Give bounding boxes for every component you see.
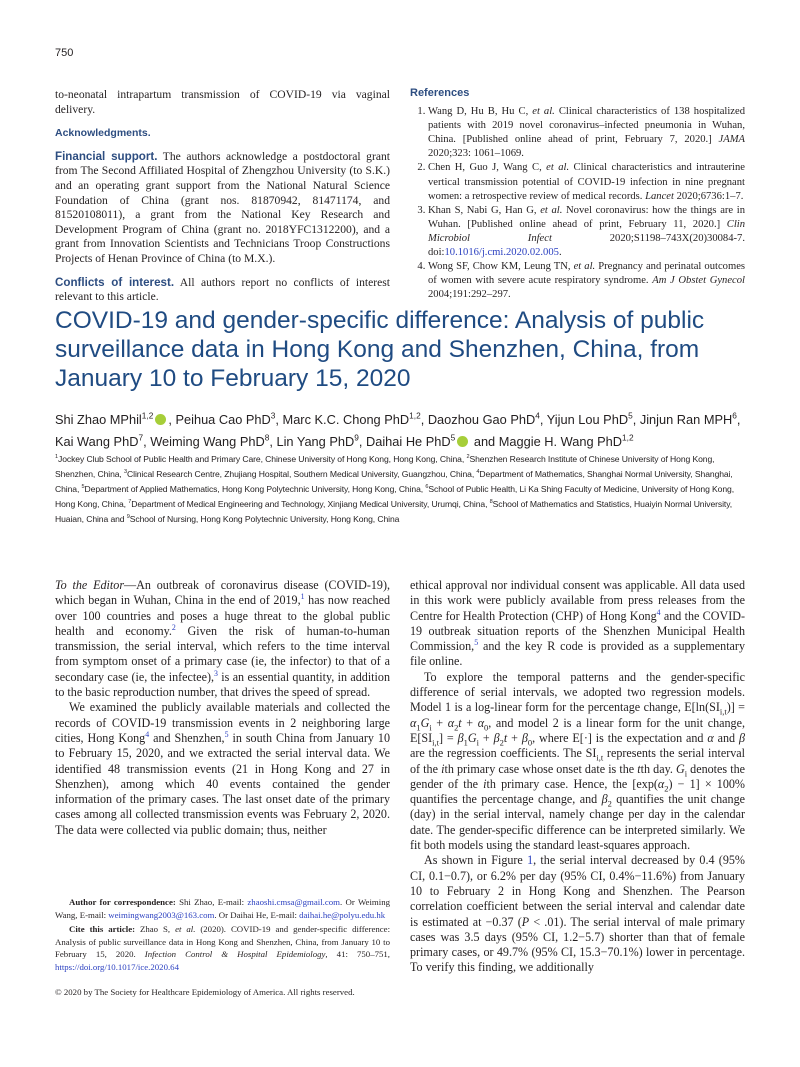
- text-run: 2004;191:292–297.: [428, 289, 511, 301]
- text-run: Lancet: [645, 190, 674, 202]
- body-paragraph: [410, 853, 745, 975]
- text-run: , and model 2 is a linear form for the unit change, E[SI: [410, 715, 745, 745]
- text-run: . Or Daihai He, E-mail:: [214, 909, 300, 920]
- text-run: i: [476, 737, 479, 748]
- reference-item: [428, 260, 745, 302]
- body-paragraph: [55, 700, 390, 838]
- references-section: [410, 86, 745, 302]
- text-run: Clinical characteristics of 138 hospitalized patients with 2019 novel coronavirus–infected pneumonia in Wuhan, China. [Published online ahead of print, February 7, 2020.]: [428, 106, 745, 146]
- text-run: 7: [128, 499, 132, 506]
- text-run: and: [713, 730, 739, 745]
- text-run: We examined the publicly available materials and collected the records of COVID-19 transmission events in 2 neighboring large cities, Hong Kong: [55, 700, 390, 745]
- text-run: , Weiming Wang PhD: [143, 434, 265, 449]
- text-run: β: [521, 730, 528, 745]
- text-run: , where E[·] is the expectation and: [532, 730, 708, 745]
- text-run: 6: [732, 410, 737, 421]
- text-run: 3: [270, 410, 276, 421]
- text-run: 8: [489, 499, 493, 506]
- author-list: [55, 409, 755, 453]
- text-run: (2020). COVID-19 and gender-specific difference: Analysis of public surveillance data in Hong Kong and Shenzhen, China, from January 10 to February 15, 2020.: [55, 924, 391, 960]
- text-run: 1: [416, 722, 421, 733]
- text-run: th primary case whose onset date is the: [444, 761, 638, 776]
- text-run: ) − 1] × 100% quantifies the percentage change, and: [410, 776, 745, 807]
- link[interactable]: https://doi.org/10.1017/ice.2020.64: [55, 961, 179, 972]
- text-run: β: [493, 730, 500, 745]
- body-left-column: [55, 578, 390, 838]
- text-run: Wang D, Hu B, Hu C,: [428, 106, 533, 118]
- copyright: © 2020 by The Society for Healthcare Epidemiology of America. All rights reserved.: [55, 986, 355, 997]
- text-run: Department of Mathematics, Shanghai Normal University, Shanghai, China,: [55, 469, 733, 494]
- conflicts-of-interest: [55, 276, 390, 305]
- link[interactable]: 2: [171, 622, 176, 632]
- text-run: 9: [354, 432, 359, 443]
- text-run: α: [447, 715, 455, 730]
- text-run: 2020;6736:1–7.: [673, 190, 744, 202]
- text-run: t: [637, 761, 641, 776]
- citation-note: [55, 923, 390, 973]
- text-run: et al.: [532, 106, 555, 118]
- body-paragraph: [410, 670, 745, 854]
- text-run: +: [431, 715, 448, 730]
- text-run: Shi Zhao MPhil: [55, 412, 142, 427]
- text-run: 5: [628, 410, 633, 421]
- text-run: .: [558, 247, 562, 259]
- text-run: , Lin Yang PhD: [269, 434, 355, 449]
- text-run: Jockey Club School of Public Health and Primary Care, Chinese University of Hong Kong, Hong Kong, China,: [58, 454, 467, 464]
- references-list: [410, 105, 745, 302]
- text-run: Wong SF, Chow KM, Leung TN,: [428, 261, 574, 273]
- text-run: Shi Zhao, E-mail:: [175, 897, 248, 907]
- text-run: 0: [484, 722, 489, 733]
- affiliations: [55, 452, 755, 527]
- text-run: The authors acknowledge a postdoctoral grant from The Second Affiliated Hospital of Zhengzhou University (to S.K.) and an operating grant support from the National Natural Science Foundation of China (grant nos. 81870942, 81471174, and 81520108011), a grant from the National Key Research and Development Program of China (grant no. 2018YFC1312200), and a grant from Innovation Scientists and Technicians Troop Constructions Projects of Henan Province of China (to M.X.).: [55, 149, 390, 265]
- correspondence-note: [55, 896, 390, 921]
- text-run: , Daozhou Gao PhD: [420, 412, 536, 427]
- text-run: School of Public Health, Li Ka Shing Faculty of Medicine, University of Hong Kong, Hong Kong, China,: [55, 484, 735, 509]
- text-run: denotes the gender of the: [410, 761, 746, 791]
- text-run: β: [457, 730, 464, 745]
- link[interactable]: weimingwang2003@163.com: [108, 909, 215, 920]
- text-run: To the Editor: [55, 578, 125, 592]
- text-run: and Maggie H. Wang PhD: [470, 434, 623, 449]
- text-run: Author for correspondence:: [69, 897, 176, 907]
- article-title: COVID-19 and gender-specific difference: Analysis of public surveillance data in Hong Kong and Shenzhen, China, from January 10 to February 15, 2020: [55, 307, 705, 392]
- link[interactable]: 4: [145, 729, 150, 739]
- text-run: α: [410, 715, 417, 730]
- text-run: i: [429, 722, 432, 733]
- continuation-text: [55, 88, 390, 117]
- text-run: t: [458, 715, 462, 730]
- text-run: 9: [126, 514, 130, 521]
- text-run: , Peihua Cao PhD: [168, 412, 271, 427]
- text-run: 1,2: [622, 432, 634, 443]
- text-run: 2: [607, 798, 612, 809]
- text-run: , Kai Wang PhD: [55, 412, 741, 449]
- text-run: 5: [450, 432, 456, 443]
- text-run: 2: [454, 722, 459, 733]
- text-run: are the regression coefficients. The SI: [410, 746, 597, 761]
- text-run: , Daihai He PhD: [358, 434, 451, 449]
- text-run: 2: [499, 737, 504, 748]
- text-run: , Jinjun Ran MPH: [632, 412, 733, 427]
- footnotes: [55, 896, 390, 998]
- body-paragraph: [55, 578, 390, 700]
- text-run: School of Nursing, Hong Kong Polytechnic University, Hong Kong, China: [129, 514, 400, 524]
- link[interactable]: 1: [527, 853, 534, 868]
- text-run: . Or Weiming Wang, E-mail:: [55, 897, 390, 920]
- page-number: 750: [55, 47, 74, 59]
- text-run: Clin Microbiol Infect: [428, 218, 745, 244]
- link[interactable]: 1: [300, 592, 305, 602]
- text-run: Am J Obstet Gynecol: [652, 275, 745, 287]
- link[interactable]: 3: [214, 668, 218, 678]
- text-run: ethical approval nor individual consent was applicable. All data used in this work were publicly available from press releases from the Centre for Health Protection (CHP) of Hong Kong: [410, 578, 745, 623]
- reference-item: [428, 204, 745, 260]
- text-run: Novel coronavirus: how the things are in Wuhan. [Published online ahead of print, February 11, 2020.]: [428, 204, 746, 230]
- text-run: 1: [55, 454, 59, 461]
- text-run: i,t: [432, 737, 439, 748]
- text-run: is an essential quantity, in addition to the basic reproduction number, that drives the speed of spread.: [55, 669, 390, 700]
- link[interactable]: zhaoshi.cmsa@gmail.com: [247, 897, 341, 907]
- text-run: β: [738, 730, 745, 745]
- front-matter-left: [55, 88, 390, 305]
- orcid-icon[interactable]: [155, 414, 166, 425]
- link[interactable]: 4: [656, 607, 661, 617]
- text-run: 2020;S1198–743X(20)30084-7. doi:: [428, 232, 745, 259]
- link[interactable]: 10.1016/j.cmi.2020.02.005: [444, 247, 559, 259]
- text-run: , the serial interval decreased by 0.4 (95% CI, 0.1−0.7), or 6.2% per day (95% CI, 0.4%−11.6%) from January 10 to February 2 in Hong Kong and Shenzhen. The Pearson correlation coefficient between the serial interval and calendar date is estimated at −0.37 (: [410, 853, 745, 929]
- references-heading: References: [410, 87, 470, 99]
- text-run: < .01). The serial interval of male primary cases was 3.5 days (95% CI, 1.2−5.7) shorter than that of female primary cases, or 49.7% (95% CI, 15.3−70.1%) lower in percentage. To verify this finding, we additionally: [410, 914, 745, 975]
- text-run: Infection Control & Hospital Epidemiology: [144, 949, 326, 960]
- link[interactable]: 5: [474, 638, 479, 648]
- text-run: Pregnancy and perinatal outcomes of women with severe acute respiratory syndrome.: [428, 261, 746, 287]
- text-run: i: [684, 767, 688, 778]
- text-run: Chen H, Guo J, Wang C,: [428, 162, 547, 174]
- text-run: et al.: [540, 204, 563, 216]
- text-run: P: [521, 914, 530, 929]
- text-run: α: [657, 776, 665, 791]
- text-run: 5: [81, 484, 85, 491]
- text-run: has now reached over 100 countries and poses a huge threat to the global public health and economy.: [55, 593, 390, 638]
- text-run: Clinical Research Centre, Zhujiang Hospital, Southern Medical University, Guangzhou, China,: [127, 469, 477, 479]
- financial-support: [55, 150, 390, 267]
- text-run: th primary case. Hence, the [exp(: [486, 776, 658, 791]
- inline-heading: Financial support.: [55, 149, 158, 163]
- text-run: represents the serial interval of the: [410, 746, 745, 776]
- text-run: +: [507, 730, 522, 745]
- text-run: et al.: [546, 162, 570, 174]
- text-run: G: [467, 730, 477, 745]
- text-run: 1,2: [141, 410, 154, 421]
- text-run: 1,2: [409, 410, 421, 421]
- text-run: All authors report no conflicts of interest relevant to this article.: [55, 275, 390, 304]
- text-run: 0: [527, 737, 533, 748]
- text-run: —An outbreak of coronavirus disease (COVID-19), which began in Wuhan, China in the end of 2019,: [55, 578, 390, 608]
- text-run: and the COVID-19 outbreak situation reports of the Shenzhen Municipal Health Commission,: [410, 608, 745, 654]
- text-run: and the key R code is provided as a supplementary file online.: [410, 639, 745, 669]
- text-run: 1: [463, 737, 468, 748]
- text-run: , 41: 750–751,: [325, 949, 390, 960]
- text-run: , Yijun Lou PhD: [539, 412, 629, 427]
- text-run: t: [503, 730, 508, 745]
- text-run: i: [483, 776, 487, 791]
- text-run: 4: [476, 469, 480, 476]
- text-run: JAMA: [718, 134, 745, 146]
- link[interactable]: 5: [224, 729, 229, 739]
- body-right-column: [410, 578, 745, 976]
- text-run: th day.: [640, 761, 676, 776]
- acknowledgments-heading: Acknowledgments.: [55, 127, 151, 140]
- reference-item: [428, 105, 745, 161]
- text-run: 3: [124, 469, 128, 476]
- text-run: α: [707, 730, 714, 745]
- text-run: et al.: [175, 924, 196, 935]
- text-run: Department of Medical Engineering and Technology, Xinjiang Medical University, Urumqi, China,: [131, 499, 490, 509]
- text-run: Zhao S,: [135, 924, 176, 935]
- orcid-icon[interactable]: [457, 436, 468, 447]
- text-run: Given the risk of human-to-human transmission, the serial interval, which refers to the time interval from symptom onset of a primary case (ie, the infector) to that of a secondary case (ie, the infectee),: [55, 623, 390, 684]
- text-run: 2: [466, 454, 470, 461]
- text-run: )] =: [726, 700, 745, 715]
- text-run: Shenzhen Research Institute of Chinese University of Hong Kong, Shenzhen, China,: [55, 454, 715, 479]
- body-paragraph: [410, 578, 745, 670]
- text-run: 4: [535, 410, 540, 421]
- text-run: , Marc K.C. Chong PhD: [275, 412, 410, 427]
- text-run: +: [461, 715, 478, 730]
- text-run: ] =: [439, 730, 458, 745]
- text-run: School of Mathematics and Statistics, Huaiyin Normal University, Huaian, China and: [55, 499, 733, 524]
- text-run: Department of Applied Mathematics, Hong Kong Polytechnic University, Hong Kong, China,: [84, 484, 426, 494]
- text-run: G: [675, 761, 685, 776]
- text-run: 2020;323: 1061–1069.: [428, 148, 524, 160]
- text-run: +: [478, 730, 494, 745]
- text-run: As shown in Figure: [424, 853, 528, 868]
- text-run: quantifies the unit change (day) in the serial interval, namely change per day in the calendar date. The gender-specific difference can be interpreted similarly. We fit both models using the standard least-squares approach.: [410, 792, 745, 853]
- text-run: i,t: [596, 752, 604, 763]
- text-run: to-neonatal intrapartum transmission of COVID-19 via vaginal delivery.: [55, 88, 390, 116]
- text-run: in south China from January 10 to February 15, 2020, and we extracted the serial interval data. We identified 48 transmission events (21 in Hong Kong and 27 in Shenzhen), among which 40 events contained the gender information of the primary cases. The last onset date of the primary cases among all collected transmission events was February 2, 2020. The data were collected via public domain; thus, neither: [55, 730, 390, 837]
- reference-item: [428, 161, 745, 203]
- text-run: α: [477, 715, 485, 730]
- text-run: 6: [425, 484, 429, 491]
- text-run: and Shenzhen,: [149, 730, 225, 745]
- text-run: Clinical characteristics and intrauterine vertical transmission potential of COVID-19 infection in nine pregnant women: a retrospective review of medical records.: [428, 162, 745, 202]
- inline-heading: Conflicts of interest.: [55, 275, 175, 289]
- text-run: 2: [664, 783, 669, 794]
- link[interactable]: daihai.he@polyu.edu.hk: [299, 909, 386, 920]
- text-run: G: [420, 715, 430, 730]
- text-run: To explore the temporal patterns and the gender-specific difference of serial intervals, we adopted two regression models. Model 1 is a log-linear form for the percentage change, E[ln(SI: [410, 669, 745, 715]
- text-run: Cite this article:: [69, 924, 136, 935]
- text-run: i,t: [719, 706, 727, 717]
- text-run: 7: [138, 432, 144, 443]
- text-run: i: [441, 761, 445, 776]
- text-run: et al.: [573, 261, 596, 273]
- text-run: β: [601, 792, 608, 807]
- text-run: 8: [264, 432, 270, 443]
- text-run: Khan S, Nabi G, Han G,: [428, 204, 541, 216]
